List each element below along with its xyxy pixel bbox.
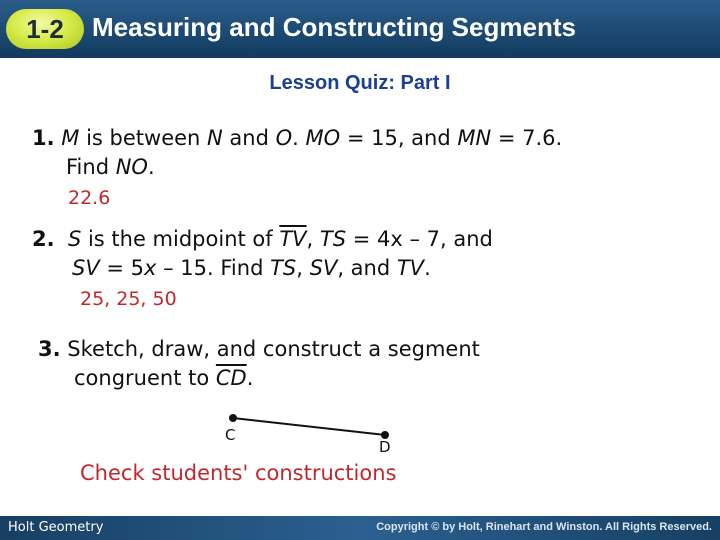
q2-text: ,: [296, 256, 310, 280]
header-banner: [0, 0, 720, 58]
q1-text: .: [147, 155, 155, 179]
q2-text: TS: [270, 256, 297, 280]
q2-text: TS: [319, 227, 347, 251]
segment-cd-line: [233, 418, 385, 435]
q3-text: Sketch, draw, and construct a segment: [67, 337, 480, 361]
question-1-line-1: [32, 126, 562, 150]
q1-text: MO: [305, 126, 341, 150]
point-c: [229, 414, 237, 422]
q1-text: M: [61, 126, 80, 150]
q3-text: .: [246, 366, 254, 390]
q2-segment-tv: $\overline{TV}$: [279, 227, 307, 251]
q1-text: Find: [66, 155, 116, 179]
question-2-number: 2.: [32, 227, 55, 251]
q2-text: SV: [72, 256, 100, 280]
lesson-badge: [6, 9, 84, 49]
q3-segment-cd: $\overline{CD}$: [215, 366, 247, 390]
lesson-title: Measuring and Constructing Segments: [92, 12, 576, 42]
question-2-line-2: [72, 256, 431, 280]
q1-text: MN: [457, 126, 492, 150]
q1-text: N: [207, 126, 223, 150]
q2-text: TV: [396, 256, 425, 280]
question-1-line-2: [66, 155, 155, 179]
q1-text: and: [222, 126, 276, 150]
q1-text: = 7.6.: [491, 126, 563, 150]
question-3-line-2: [74, 366, 253, 390]
q2-text: S: [67, 227, 82, 251]
question-2-answer: 25, 25, 50: [80, 288, 177, 310]
footer-copyright: Copyright © by Holt, Rinehart and Winston. All Rights Reserved.: [376, 521, 712, 533]
q1-text: = 15, and: [340, 126, 458, 150]
q1-text: is between: [79, 126, 208, 150]
q1-text: .: [292, 126, 306, 150]
q2-text: is the midpoint of: [81, 227, 280, 251]
question-1-answer: 22.6: [68, 187, 111, 209]
point-c-label: C: [225, 426, 236, 444]
construction-answer: Check students' constructions: [80, 461, 397, 485]
question-1-number: 1.: [32, 126, 55, 150]
q2-text: = 4x – 7, and: [346, 227, 493, 251]
q1-text: NO: [115, 155, 148, 179]
segment-cd-diagram: [215, 408, 405, 458]
q2-text: – 15. Find: [156, 256, 271, 280]
footer-course: Holt Geometry: [8, 520, 104, 535]
question-3-number: 3.: [38, 337, 61, 361]
q2-text: SV: [309, 256, 338, 280]
question-2-line-1: [32, 227, 493, 251]
point-d-label: D: [379, 438, 391, 456]
footer-bar: [0, 516, 720, 540]
quiz-title: Lesson Quiz: Part I: [269, 72, 451, 94]
q2-text: = 5: [99, 256, 145, 280]
q2-text: ,: [306, 227, 320, 251]
q1-text: O: [275, 126, 293, 150]
q3-text: congruent to: [74, 366, 216, 390]
question-3-line-1: [38, 337, 480, 361]
q2-text: x: [144, 256, 157, 280]
lesson-number: 1-2: [26, 13, 64, 44]
q2-text: , and: [337, 256, 397, 280]
q2-text: .: [424, 256, 431, 280]
